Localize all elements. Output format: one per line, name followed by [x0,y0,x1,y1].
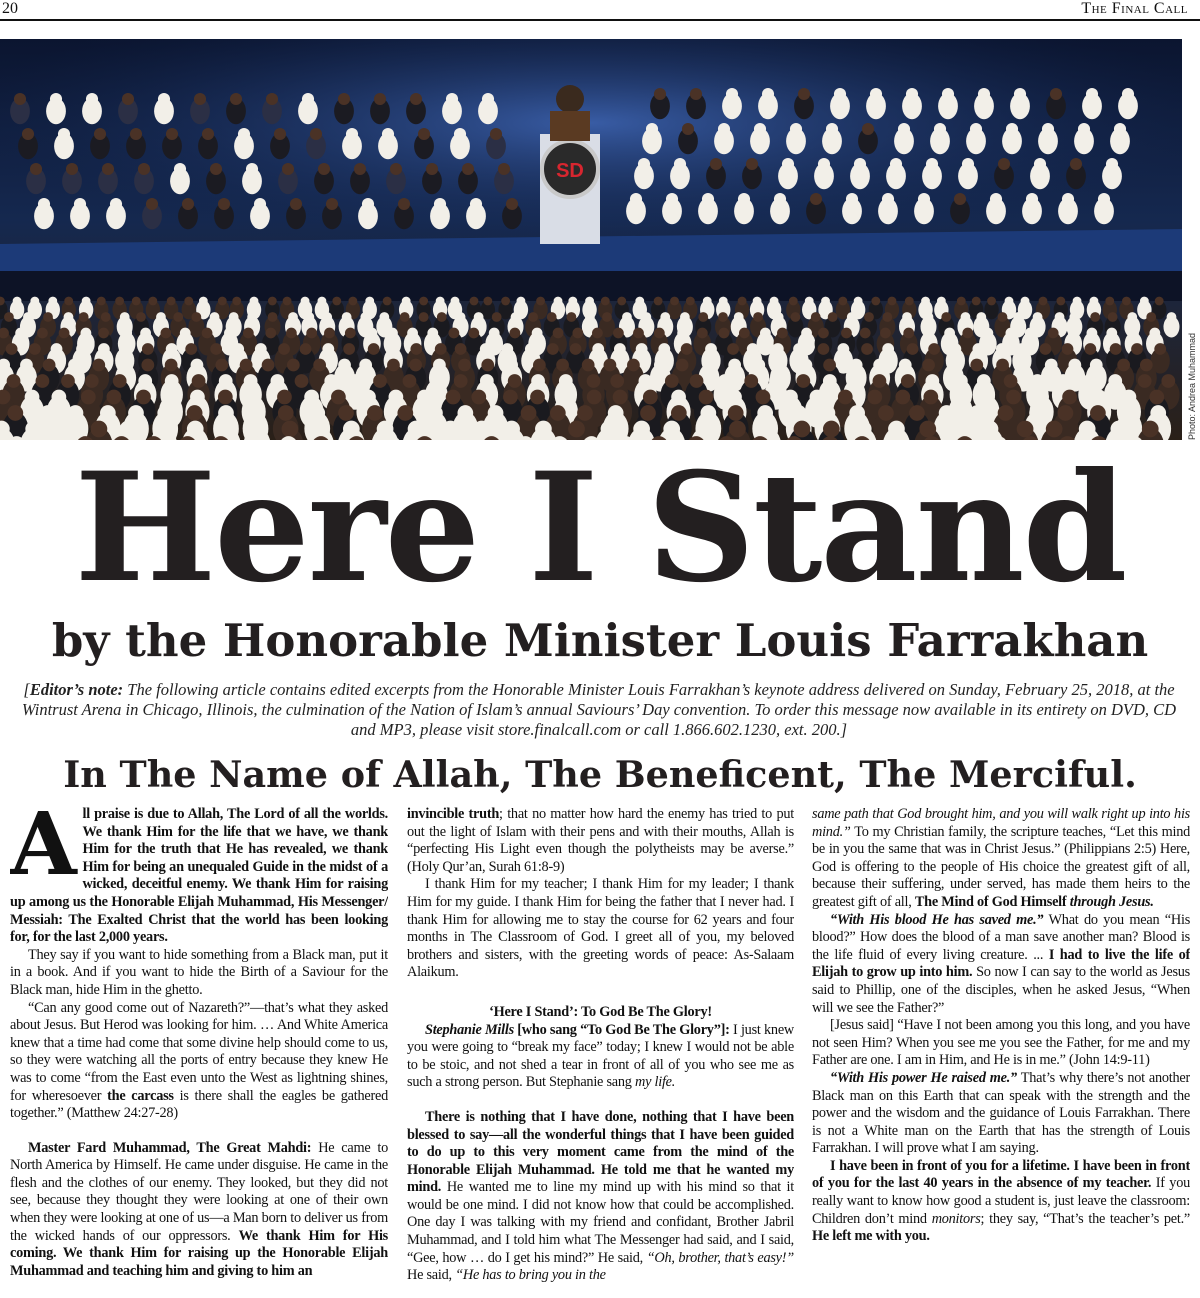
stage-photo-illustration [0,39,1182,440]
lead-paragraph: All praise is due to Allah, The Lord of all the worlds. We thank Him for the life that we have, we thank Him for the truth that He has revealed, we thank Him for being an unequaled Guide in the midst of a wicked, deceitful enemy. We thank Him for raising up among us the Honorable Elijah Muhammad, His Messenger/ Messiah: The Exalted Christ that the world has been looking for, for the last 2,000 years. [10,806,388,946]
paragraph: Master Fard Muhammad, The Great Mahdi: He came to North America by Himself. He came under disguise. He came in the flesh and the clothes of our enemy. They looked, but they did not see, because they thought they were looking at one of their own when they were looking at one of us—a Man born to deliver us from the wicked hands of our oppressors. We thank Him for His coming. We thank Him for raising up the Honorable Elijah Muhammad and teaching him and giving to him an [10,1139,388,1279]
paragraph: [Jesus said] “Have I not been among you this long, and you have not seen Him? When you see me you see the Father, for me and my Father are one. I am in Him, and He is in me.” (John 14:9-11) [812,1017,1190,1069]
paragraph: Stephanie Mills [who sang “To God Be The Glory”]: I just knew you were going to “break my face” today; I knew I would not be able to be stoic, and not shed a tear in front of all of you who see me as such a strong person. But Stephanie sang my life. [407,1021,794,1091]
podium-logo: SD [556,160,584,182]
article-column-3 [812,806,1190,1298]
stage-photo [0,39,1182,440]
drop-cap: A [10,806,77,895]
editors-note: [Editor’s note: The following article contains edited excerpts from the Honorable Minister Louis Farrakhan’s keynote address delivered on Sunday, February 25, 2018, at the Wintrust Arena in Chicago, Illinois, the culmination of the Nation of Islam’s annual Saviours’ Day convention. To order this message now available in its entirety on DVD, CD and MP3, please visit store.finalcall.com or call 1.866.602.1230, ext. 200.] [21,680,1177,739]
publication-name: The Final Call [1081,0,1188,17]
paragraph: invincible truth; that no matter how hard the enemy has tried to put out the light of Islam with their pens and with their mouths, Allah is “perfecting His Light even though the polytheists may be averse.” (Holy Qur’an, Surah 61:8-9) [407,806,794,875]
paragraph: They say if you want to hide something from a Black man, put it in a book. And if you want to hide the Birth of a Saviour for the Black man, hide Him in the ghetto. [10,946,388,998]
subheading: ‘Here I Stand’: To God Be The Glory! [489,1003,712,1020]
page-number: 20 [2,0,18,17]
folio-rule [0,19,1200,21]
photo-credit: Photo: Andrea Muhammad [1187,332,1197,440]
paragraph: “Can any good come out of Nazareth?”—that’s what they asked about Jesus. But Herod was looking for him. … And White America knew that a time had come that some divine help should come to us, so they were watching all the ports of entry because they knew He was to come “from the East even unto the West as lightning shines, for wheresoever the carcass is there shall the eagles be gathered together.” (Matthew 24:27-28) [10,999,388,1122]
paragraph: There is nothing that I have done, nothing that I have been blessed to say—all the wonderful things that I have been guided to do up to this very moment came from the mind of the Honorable Elijah Muhammad. He told me that he wanted my mind. He wanted me to line my mind up with his mind so that it would be one mind. I did not know how that could be accomplished. One day I was talking with my friend and confidant, Brother Jabril Muhammad, and I told him what The Messenger had said, and I said, “Gee, how … do I get his mind?” He said, “Oh, brother, that’s easy!” He said, “He has to bring you in the [407,1108,794,1284]
headline: Here I Stand [74,440,1126,616]
article-column-2 [407,806,794,1298]
paragraph: “With His blood He has saved me.” What do you mean “His blood?” How does the blood of a man save another man? Blood is the life fluid of every living creature. ... I had to live the life of Elijah to grow up into him. So now I can say to the world as Jesus said to Phillip, one of the disciples, when he asked Jesus, “When will we see the Father?” [812,911,1190,1016]
paragraph: I thank Him for my teacher; I thank Him for my leader; I thank Him for my guide. I thank Him for being the father that I never had. I thank Him for allowing me to stay the course for 62 years and four months in The Classroom of God. I greet all of you, my beloved brothers and sisters, with the greeting words of peace: As-Salaam Alaikum. [407,876,794,981]
byline: by the Honorable Minister Louis Farrakhan [51,614,1149,667]
paragraph: I have been in front of you for a lifetime. I have been in front of you for the last 40 years in the absence of my teacher. If you really want to know how good a student is, just leave the classroom: Children don’t mind monitors; they say, “That’s the teacher’s pet.” He left me with you. [812,1157,1190,1245]
article-column-1 [10,806,388,1298]
bismillah-heading: In The Name of Allah, The Beneficent, The Merciful. [63,753,1137,796]
paragraph: “With His power He raised me.” That’s why there’s not another Black man on this Earth that can speak with the strength and the power and the wisdom and the guidance of Louis Farrakhan. There is not a White man on the Earth that has the strength of Louis Farrakhan. I will prove what I am saying. [812,1069,1190,1157]
folio-bar [0,0,1200,22]
paragraph: same path that God brought him, and you will walk right up into his mind.” To my Christian family, the scripture teaches, “Let this mind be in you the same that was in Christ Jesus.” (Philippians 2:5) Here, God is offering to the people of His choice the greatest gift of all, because their suffering, under served, has made them heirs to the greatest gift of all, The Mind of God Himself through Jesus. [812,806,1190,910]
